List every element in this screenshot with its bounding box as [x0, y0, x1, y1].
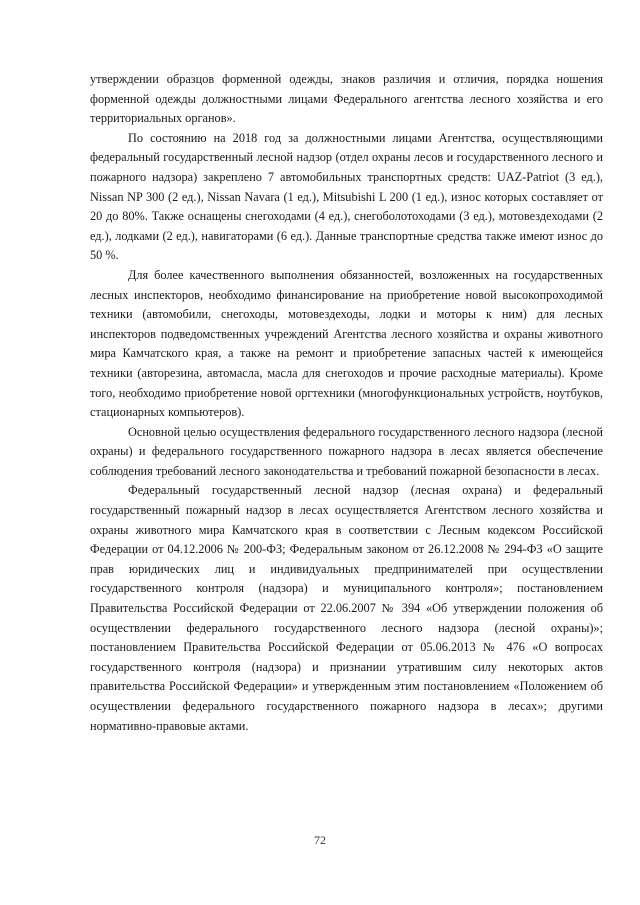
page-number: 72 — [314, 833, 326, 847]
paragraph-5: Федеральный государственный лесной надзор (лесная охрана) и федеральный государственный пожарный надзор в лесах осуществляется Агентством лесного хозяйства и охраны животного мира Камчатского края в соответствии с Лесным кодексом Российской Федерации от 04.12.2006 № 200-ФЗ; Федеральным законом от 26.12.2008 № 294-ФЗ «О защите прав юридических лиц и индивидуальных предпринимателей при осуществлении государственного контроля (надзора) и муниципального контроля»; постановлением Правительства Российской Федерации от 22.06.2007 № 394 «Об утверждении положения об осуществлении федерального государственного лесного надзора (лесной охраны)»; постановлением Правительства Российской Федерации от 05.06.2013 № 476 «О вопросах государственного контроля (надзора) и признании утратившим силу некоторых актов правительства Российской Федерации» и утвержденным этим постановлением «Положением об осуществлении федерального государственного пожарного надзора в лесах»; другими нормативно-правовые актами. — [90, 483, 603, 733]
paragraph-3: Для более качественного выполнения обязанностей, возложенных на государственных лесных инспекторов, необходимо финансирование на приобретение новой высокопроходимой техники (автомобили, снегоходы, мотовездеходы, лодки и моторы к ним) для лесных инспекторов подведомственных учреждений Агентства лесного хозяйства и охраны животного мира Камчатского края, а также на ремонт и приобретение запасных частей к имеющейся техники (авторезина, автомасла, масла для снегоходов и прочие расходные материалы). Кроме того, необходимо приобретение новой оргтехники (многофункциональных устройств, ноутбуков, стационарных компьютеров). — [90, 267, 603, 420]
paragraph-2: По состоянию на 2018 год за должностными лицами Агентства, осуществляющими федеральный государственный лесной надзор (отдел охраны лесов и государственного лесного и пожарного надзора) закреплено 7 автомобильных транспортных средств: UAZ-Patriot (3 ед.), Nissan NP 300 (2 ед.), Nissan Navara (1 ед.), Mitsubishi L 200 (1 ед.), износ которых составляет от 20 до 80%. Также оснащены снегоходами (4 ед.), снегоболотоходами (3 ед.), мотовездеходами (2 ед.), лодками (2 ед.), навигаторами (6 ед.). Данные транспортные средства также имеют износ до 50 %. — [90, 130, 603, 263]
document-page — [90, 70, 603, 736]
paragraph-1: утверждении образцов форменной одежды, знаков различия и отличия, порядка ношения форменной одежды должностными лицами Федерального агентства лесного хозяйства и его территориальных органов». — [90, 72, 603, 126]
paragraph-4: Основной целью осуществления федерального государственного лесного надзора (лесной охраны) и федерального государственного пожарного надзора в лесах является обеспечение соблюдения требований лесного законодательства и требований пожарной безопасности в лесах. — [90, 424, 603, 478]
